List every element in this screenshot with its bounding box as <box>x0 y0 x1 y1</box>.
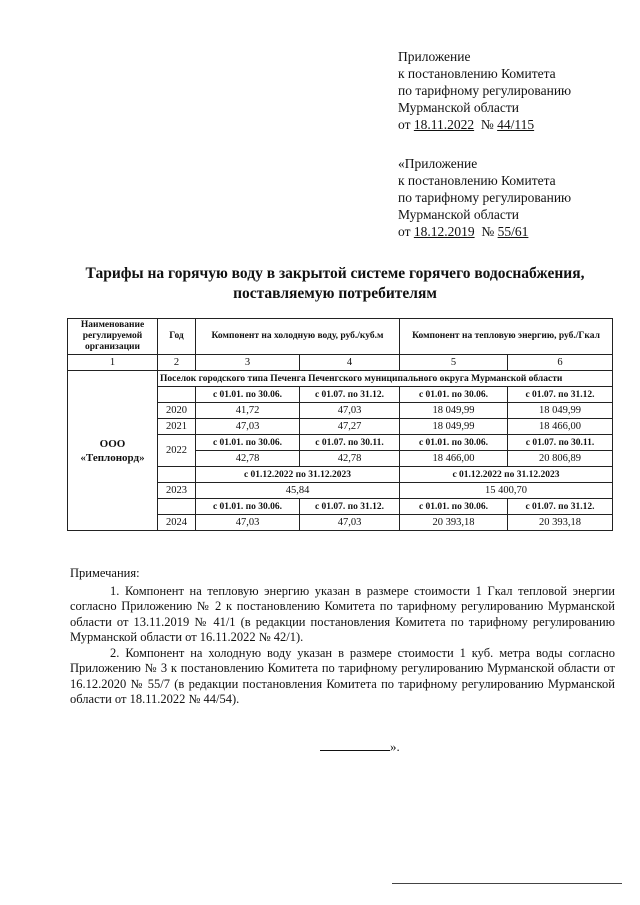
value-cell: 18 466,00 <box>400 451 508 467</box>
table-header-row <box>68 319 613 355</box>
value-cell: 18 466,00 <box>508 419 613 435</box>
value-cell: 20 393,18 <box>400 515 508 531</box>
period-cell: с 01.12.2022 по 31.12.2023 <box>400 467 613 483</box>
appendix-header-original <box>398 155 628 240</box>
value-cell: 41,72 <box>196 403 300 419</box>
value-cell: 47,27 <box>300 419 400 435</box>
appendix-label: Приложение <box>398 49 471 64</box>
period-cell: с 01.07. по 31.12. <box>300 499 400 515</box>
year-cell: 2022 <box>158 435 196 467</box>
year-cell: 2024 <box>158 515 196 531</box>
region-name: Мурманской области <box>398 207 519 222</box>
period-cell: с 01.07. по 31.12. <box>508 499 613 515</box>
period-cell: с 01.07. по 30.11. <box>508 435 613 451</box>
appendix-label: «Приложение <box>398 156 478 171</box>
period-cell: с 01.12.2022 по 31.12.2023 <box>196 467 400 483</box>
value-cell: 45,84 <box>196 483 400 499</box>
column-number: 1 <box>68 355 158 371</box>
value-cell: 47,03 <box>196 515 300 531</box>
period-cell: с 01.01. по 30.06. <box>400 499 508 515</box>
year-cell: 2021 <box>158 419 196 435</box>
value-cell: 20 806,89 <box>508 451 613 467</box>
value-cell: 47,03 <box>196 419 300 435</box>
column-number: 3 <box>196 355 300 371</box>
column-number: 5 <box>400 355 508 371</box>
value-cell: 18 049,99 <box>508 403 613 419</box>
notes-label: Примечания: <box>70 566 140 580</box>
note-1: 1. Компонент на тепловую энергию указан в размере стоимости 1 Гкал тепловой энергии согласно Приложению № 2 к постановлению Комитета по тарифному регулированию Мурманской области от 13.11.2019 № 41/1 (в редакции постановления Комитета по тарифному регулированию Мурманской области от 16.11.2022 № 42/1). <box>70 583 615 644</box>
bottom-divider <box>392 883 622 884</box>
period-cell: с 01.01. по 30.06. <box>196 499 300 515</box>
committee-name: по тарифному регулированию <box>398 83 572 98</box>
value-cell: 18 049,99 <box>400 419 508 435</box>
document-title: Тарифы на горячую воду в закрытой системе горячего водоснабжения, поставляемую потребителям <box>85 265 585 302</box>
value-cell: 47,03 <box>300 515 400 531</box>
period-cell: с 01.01. по 30.06. <box>400 435 508 451</box>
decree-number: 55/61 <box>497 224 529 239</box>
header-year: Год <box>158 319 196 355</box>
column-number: 6 <box>508 355 613 371</box>
value-cell: 18 049,99 <box>400 403 508 419</box>
column-number-row <box>68 355 613 371</box>
value-cell: 42,78 <box>196 451 300 467</box>
committee-name: по тарифному регулированию <box>398 190 572 205</box>
decree-date: 18.12.2019 <box>413 224 475 239</box>
region-name: Мурманской области <box>398 100 519 115</box>
year-cell: 2023 <box>158 483 196 499</box>
organization-cell: ООО «Теплонорд» <box>68 371 158 531</box>
locality-row <box>68 371 613 387</box>
value-cell: 20 393,18 <box>508 515 613 531</box>
period-cell: с 01.07. по 30.11. <box>300 435 400 451</box>
period-cell: с 01.07. по 31.12. <box>300 387 400 403</box>
notes-section <box>70 566 615 708</box>
decree-number: 44/115 <box>497 117 535 132</box>
value-cell: 15 400,70 <box>400 483 613 499</box>
tariff-table <box>67 318 613 531</box>
column-number: 4 <box>300 355 400 371</box>
year-cell: 2020 <box>158 403 196 419</box>
period-cell: с 01.07. по 31.12. <box>508 387 613 403</box>
decree-date: 18.11.2022 <box>413 117 475 132</box>
period-cell: с 01.01. по 30.06. <box>400 387 508 403</box>
closing-mark: ». <box>320 739 400 755</box>
header-org: Наименование регулируемой организации <box>68 319 158 355</box>
note-2: 2. Компонент на холодную воду указан в размере стоимости 1 куб. метра воды согласно Приложению № 3 к постановлению Комитета по тарифному регулированию Мурманской области от 16.12.2020 № 55/7 (в редакции постановления Комитета по тарифному регулированию Мурманской области от 18.11.2022 № 44/54). <box>70 645 615 706</box>
value-cell: 42,78 <box>300 451 400 467</box>
period-cell: с 01.01. по 30.06. <box>196 387 300 403</box>
header-cold-water: Компонент на холодную воду, руб./куб.м <box>196 319 400 355</box>
period-cell: с 01.01. по 30.06. <box>196 435 300 451</box>
appendix-header-current <box>398 48 628 133</box>
signature-line <box>320 740 390 751</box>
value-cell: 47,03 <box>300 403 400 419</box>
locality-name: Поселок городского типа Печенга Печенгского муниципального округа Мурманской области <box>158 371 613 387</box>
column-number: 2 <box>158 355 196 371</box>
decree-reference: к постановлению Комитета <box>398 66 556 81</box>
decree-date-line: от 18.11.2022 № 44/115 <box>398 117 535 132</box>
header-heat-energy: Компонент на тепловую энергию, руб./Гкал <box>400 319 613 355</box>
decree-reference: к постановлению Комитета <box>398 173 556 188</box>
decree-date-line: от 18.12.2019 № 55/61 <box>398 224 529 239</box>
